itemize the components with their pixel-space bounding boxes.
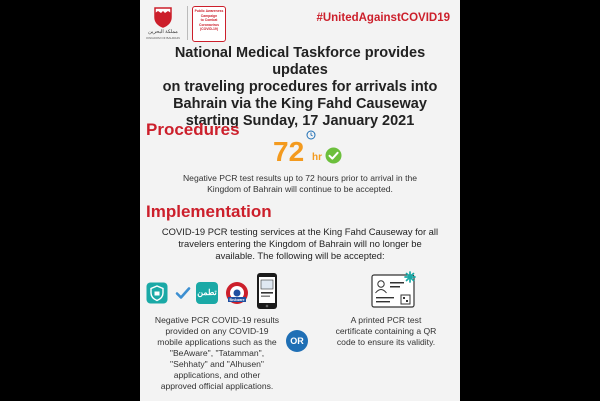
campaign-badge [192,6,226,42]
campaign-badge-line: Public Awareness [194,9,224,13]
hours-number: 72 [273,136,305,167]
option-left-line: provided on any COVID-19 [165,326,269,336]
option-left-line: "Sehhaty" and "Alhusen" [170,359,264,369]
hours-unit: hr [312,152,322,163]
implementation-text-line: COVID-19 PCR testing services at the King Fahd Causeway for all [161,226,439,237]
clock-icon [306,130,316,140]
campaign-badge-line: to Combat [200,18,218,23]
campaign-badge-line: (COVID-19) [200,27,218,32]
poster [140,0,460,401]
option-left-line: "BeAware", "Tatamman", [169,348,265,358]
option-left-line: applications, and other [173,370,261,380]
procedures-text-line: Negative PCR test results up to 72 hours prior to arrival in the [182,173,418,183]
headline-line: on traveling procedures for arrivals into [162,79,438,95]
headline [150,45,450,130]
implementation-text [146,226,454,262]
check-icon [325,147,342,164]
logo-subtext: KINGDOM OF BAHRAIN [146,36,180,40]
campaign-badge-line: Coronavirus [199,22,219,27]
hashtag: #UnitedAgainstCOVID19 [316,12,450,24]
procedures-text-line: Kingdom of Bahrain will continue to be accepted. [207,184,393,194]
option-right-line: certificate containing a QR [335,326,437,336]
headline-line: Bahrain via the King Fahd Causeway [173,96,427,112]
option-right-text [318,315,454,348]
option-left-line: mobile applications such as the [157,337,277,347]
option-left-line: approved official applications. [160,381,274,391]
tatamman-app-icon: تطمن [196,282,218,304]
headline-line: starting Sunday, 17 January 2021 [185,113,415,129]
divider [187,6,188,40]
implementation-text-line: available. The following will be accepted: [215,250,385,261]
campaign-badge-line: Campaign [200,13,218,18]
option-left-text [142,315,292,392]
procedures-heading: Procedures [146,120,240,139]
option-right-line: A printed PCR test [350,315,422,325]
beaware-label: BeAware [229,298,245,302]
shield-app-icon [146,282,168,304]
procedures-text [150,173,450,195]
headline-line: National Medical Taskforce provides updates [174,45,426,78]
logo-text: مملكة البحرين [148,29,178,35]
check-mark-icon [175,285,191,301]
option-left-line: Negative PCR COVID-19 results [154,315,280,325]
or-badge: OR [286,330,308,352]
phone-icon [256,272,278,310]
implementation-text-line: travelers entering the Kingdom of Bahrain will no longer be [178,238,422,249]
implementation-heading: Implementation [146,202,272,221]
pcr-certificate-icon [370,270,418,310]
option-right-line: code to ensure its validity. [336,337,436,347]
bahrain-emblem-icon [152,6,174,28]
